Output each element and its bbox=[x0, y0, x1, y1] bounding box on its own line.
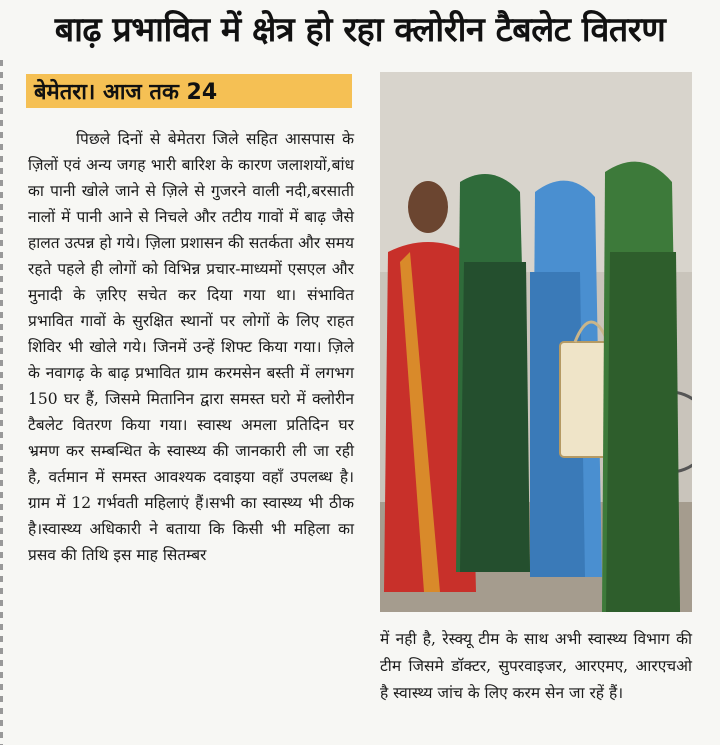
dateline-text: बेमेतरा। आज तक 24 bbox=[34, 80, 218, 105]
article-photo bbox=[380, 72, 692, 612]
dateline bbox=[26, 74, 352, 108]
article-continuation: में नही है, रेस्क्यू टीम के साथ अभी स्वास्थ्य विभाग की टीम जिसमे डॉक्टर, सुपरवाइजर, आरएमए, आरएचओ है स्वास्थ्य जांच के लिए करम सेन जा रहें हैं। bbox=[380, 630, 692, 702]
photo-women-group bbox=[380, 72, 692, 612]
article-body: पिछले दिनों से बेमेतरा जिले सहित आसपास के ज़िलों एवं अन्य जगह भारी बारिश के कारण जलाशयों,बांध का पानी खोले जाने से ज़िले से गुजरने वाली नदी,बरसाती नालों में पानी आने से निचले और तटीय गावों में बाढ़ जैसे हालत उत्पन्न हो गये। ज़िला प्रशासन की सतर्कता और समय रहते पहले ही लोगों को विभिन्न प्रचार-माध्यमों एसएल और मुनादी के ज़रिए सचेत कर दिया गया था। संभावित प्रभावित गावों के सुरक्षित स्थानों पर लोगों के लिए राहत शिविर भी खोले गये। जिनमें उन्हें शिफ्ट किया गया। ज़िले के नवागढ़ के बाढ़ प्रभावित ग्राम करमसेन बस्ती में लगभग 150 घर हैं, जिसमे मितानिन द्वारा समस्त घरो में क्लोरीन टैबलेट वितरण किया गया। स्वास्थ अमला प्रतिदिन घर भ्रमण कर सम्बन्धित के स्वास्थ्य की जानकारी ली जा रही है, वर्तमान में समस्त आवश्यक दवाइया वहाँ उपलब्ध है।ग्राम में 12 गर्भवती महिलाएं हैं।सभी का स्वास्थ्य भी ठीक है।स्वास्थ्य अधिकारी ने बताया कि किसी भी महिला का प्रसव की तिथि इस माह सितम्बर bbox=[28, 130, 354, 564]
headline: बाढ़ प्रभावित में क्षेत्र हो रहा क्लोरीन टैबलेट वितरण bbox=[54, 10, 666, 50]
column-rule bbox=[0, 60, 3, 745]
